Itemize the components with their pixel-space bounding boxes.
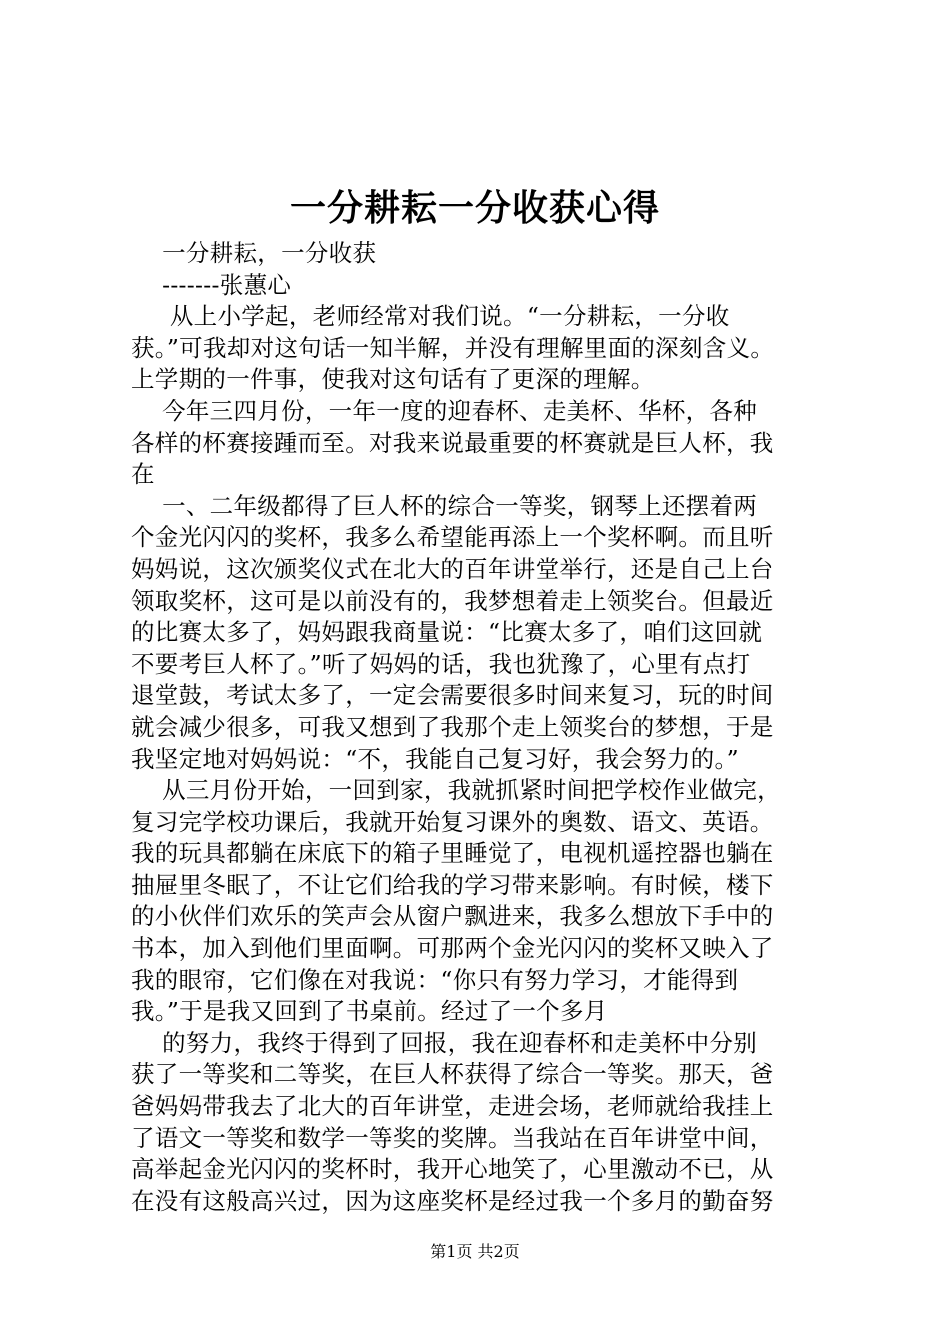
text-line: 在 xyxy=(131,460,155,489)
text-line: 我。”于是我又回到了书桌前。经过了一个多月 xyxy=(131,997,608,1026)
document-body xyxy=(131,238,831,1217)
text-line: 个金光闪闪的奖杯，我多么希望能再添上一个奖杯啊。而且听 xyxy=(131,523,774,552)
text-line: 我坚定地对妈妈说：“不，我能自己复习好，我会努力的。” xyxy=(131,744,739,773)
document-title: 一分耕耘一分收获心得 xyxy=(289,187,660,229)
text-line: 从上小学起，老师经常对我们说。“一分耕耘，一分收 xyxy=(131,302,730,331)
page-footer: 第1页 共2页 xyxy=(430,1242,520,1261)
text-line: 获了一等奖和二等奖，在巨人杯获得了综合一等奖。那天，爸 xyxy=(131,1060,774,1089)
text-line: -------张蕙心 xyxy=(131,270,292,299)
text-line: 的比赛太多了，妈妈跟我商量说：“比赛太多了，咱们这回就 xyxy=(131,618,763,647)
text-line: 了语文一等奖和数学一等奖的奖牌。当我站在百年讲堂中间， xyxy=(131,1123,774,1152)
text-line: 各样的杯赛接踵而至。对我来说最重要的杯赛就是巨人杯，我 xyxy=(131,428,774,457)
text-line: 退堂鼓，考试太多了，一定会需要很多时间来复习，玩的时间 xyxy=(131,681,774,710)
text-line: 书本，加入到他们里面啊。可那两个金光闪闪的奖杯又映入了 xyxy=(131,934,774,963)
text-line: 获。”可我却对这句话一知半解，并没有理解里面的深刻含义。 xyxy=(131,333,775,362)
text-line: 在没有这般高兴过，因为这座奖杯是经过我一个多月的勤奋努 xyxy=(131,1186,774,1215)
text-line: 抽屉里冬眠了，不让它们给我的学习带来影响。有时候，楼下 xyxy=(131,870,774,899)
text-line: 就会减少很多，可我又想到了我那个走上领奖台的梦想，于是 xyxy=(131,712,774,741)
text-line: 一、二年级都得了巨人杯的综合一等奖，钢琴上还摆着两 xyxy=(131,491,758,520)
text-line: 高举起金光闪闪的奖杯时，我开心地笑了，心里激动不已，从 xyxy=(131,1155,774,1184)
text-line: 领取奖杯，这可是以前没有的，我梦想着走上领奖台。但最近 xyxy=(131,586,774,615)
text-line: 复习完学校功课后，我就开始复习课外的奥数、语文、英语。 xyxy=(131,807,774,836)
text-line: 的小伙伴们欢乐的笑声会从窗户飘进来，我多么想放下手中的 xyxy=(131,902,774,931)
text-line: 爸妈妈带我去了北大的百年讲堂，走进会场，老师就给我挂上 xyxy=(131,1092,774,1121)
text-line: 妈妈说，这次颁奖仪式在北大的百年讲堂举行，还是自己上台 xyxy=(131,554,774,583)
text-line: 的努力，我终于得到了回报，我在迎春杯和走美杯中分别 xyxy=(131,1028,758,1057)
text-line: 今年三四月份，一年一度的迎春杯、走美杯、华杯，各种 xyxy=(131,396,758,425)
text-line: 一分耕耘，一分收获 xyxy=(131,239,377,267)
text-line: 从三月份开始，一回到家，我就抓紧时间把学校作业做完， xyxy=(131,776,781,805)
text-line: 我的眼帘，它们像在对我说：“你只有努力学习，才能得到 xyxy=(131,965,739,994)
text-line: 不要考巨人杯了。”听了妈妈的话，我也犹豫了，心里有点打 xyxy=(131,649,751,678)
text-line: 上学期的一件事，使我对这句话有了更深的理解。 xyxy=(131,365,655,394)
text-line: 我的玩具都躺在床底下的箱子里睡觉了，电视机遥控器也躺在 xyxy=(131,839,774,868)
